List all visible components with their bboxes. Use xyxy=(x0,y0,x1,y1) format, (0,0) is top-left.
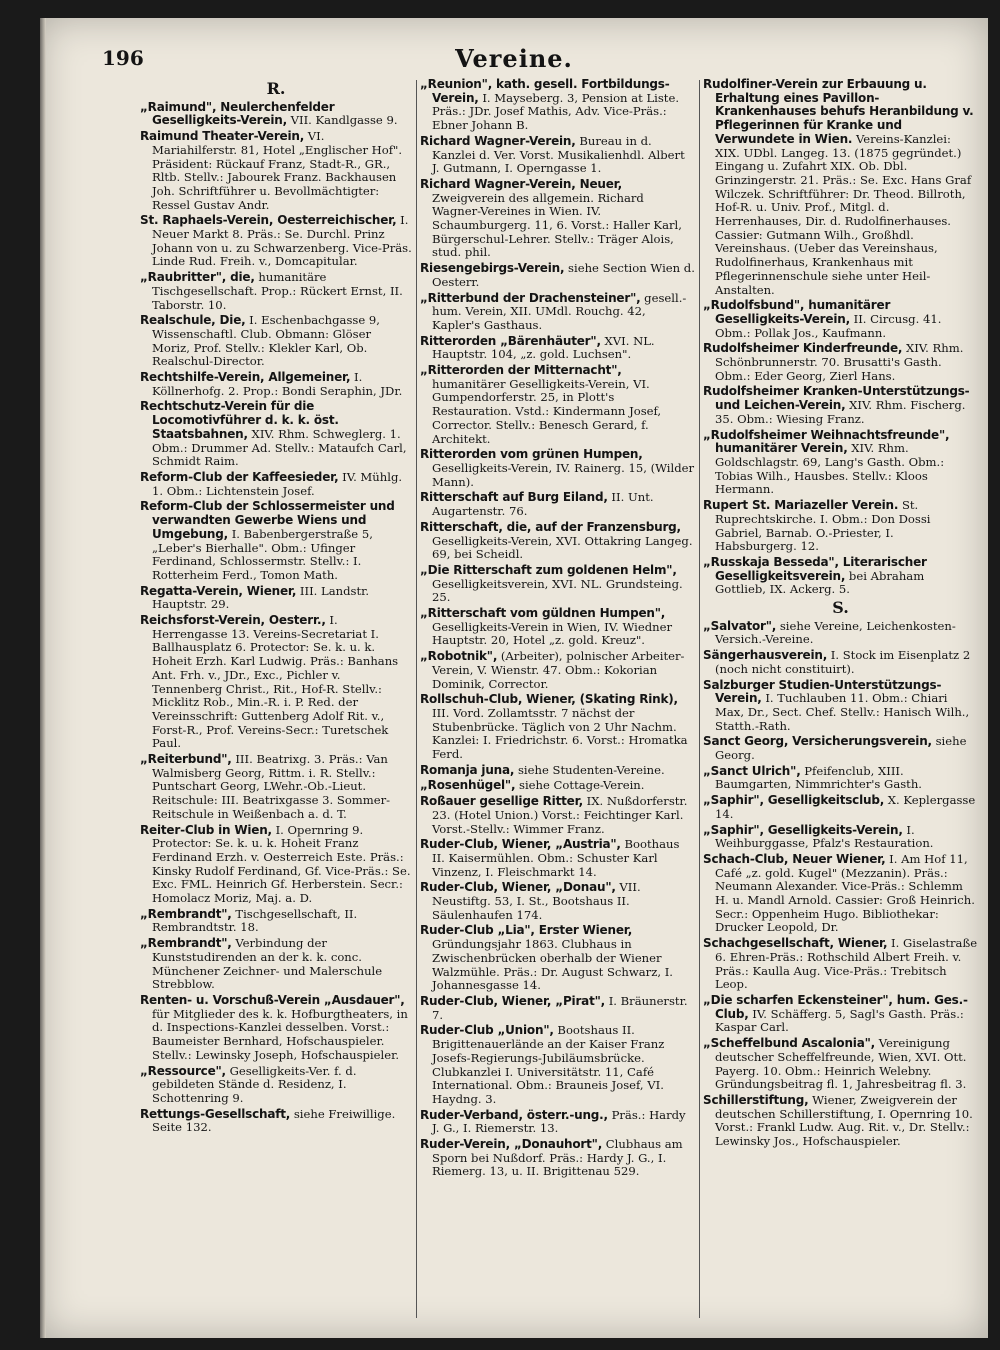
directory-entry xyxy=(420,1109,695,1136)
directory-entry xyxy=(140,214,412,269)
directory-entry xyxy=(420,135,695,176)
directory-entry xyxy=(420,881,695,922)
entry-details: XIV. Rhm. Schweglerg. 1. Obm.: Drummer Ad. Stellv.: Mataufch Carl, Schmidt Raim. xyxy=(152,426,407,469)
entry-heading: Ruder-Club, Wiener, „Austria", xyxy=(420,837,621,852)
entry-heading: Regatta-Verein, Wiener, xyxy=(140,583,297,598)
directory-entry xyxy=(420,838,695,879)
entry-details: siehe Cottage-Verein. xyxy=(515,778,645,793)
entry-details: Clubhaus am Sporn bei Nußdorf. Präs.: Hardy J. G., I. Riemerg. 13, u. II. Brigittenau 529. xyxy=(432,1137,683,1179)
section-letter: R. xyxy=(266,79,286,98)
entry-heading: Realschule, Die, xyxy=(140,313,246,328)
entry-details: Geselligkeits-Ver. f. d. gebildeten Stände d. Residenz, I. Schottenring 9. xyxy=(152,1063,357,1105)
entry-details: I. Köllnerhofg. 2. Prop.: Bondi Seraphin, JDr. xyxy=(152,370,403,398)
entry-details: siehe Freiwillige. Seite 132. xyxy=(152,1106,396,1135)
directory-entry xyxy=(420,795,695,836)
page-number: 196 xyxy=(102,46,144,70)
directory-entry xyxy=(420,178,695,260)
directory-entry xyxy=(703,1094,978,1149)
directory-entry xyxy=(420,364,695,446)
entry-details: Verbindung der Kunststudirenden an der k. k. conc. Münchener Zeichner- und Malerschule Strebblow. xyxy=(152,936,383,992)
entry-details: III. Landstr. Hauptstr. 29. xyxy=(152,583,370,612)
entry-details: Tischgesellschaft, II. Rembrandtstr. 18. xyxy=(152,906,358,935)
entry-heading: „Rosenhügel", xyxy=(420,778,516,793)
directory-entry xyxy=(140,908,412,935)
entry-details: Bootshaus II. Brigittenauerlände an der Kaiser Franz Josefs-Regierungs-Jubiläumsbrücke. Clubkanzlei I. Universitätstr. 11, Café International. Obm.: Brauneis Josef, VI. Haydng. 3. xyxy=(432,1023,665,1106)
entry-heading: Romanja juna, xyxy=(420,762,515,777)
running-head-title: Vereine. xyxy=(455,44,573,73)
directory-entry xyxy=(703,342,978,383)
entry-heading: „Rudolfsbund", humanitärer Geselligkeits-Verein, xyxy=(703,298,891,326)
directory-entry xyxy=(420,335,695,362)
entry-details: I. Giselastraße 6. Ehren-Präs.: Rothschild Albert Freih. v. Präs.: Kaulla Aug. Vice-Präs.: Trebitsch Leop. xyxy=(715,936,978,992)
directory-entry xyxy=(703,937,978,992)
directory-entry xyxy=(420,1024,695,1106)
entry-details: I. Tuchlauben 11. Obm.: Chiari Max, Dr., Sect. Chef. Stellv.: Hanisch Wilh., Statth.-Rath. xyxy=(715,691,970,733)
entry-heading: „Rembrandt", xyxy=(140,936,232,951)
entry-details: III. Beatrixg. 3. Präs.: Van Walmisberg Georg, Rittm. i. R. Stellv.: Puntschart Georg, LWehr.-Ob.-Lieut. Reitschule: III. Beatrixgasse 3. Sommer-Reitschule in Weißenbach a. d. T. xyxy=(152,752,391,821)
entry-details: IV. Mühlg. 1. Obm.: Lichtenstein Josef. xyxy=(152,469,403,498)
entry-details: IV. Schäfferg. 5, Sagl's Gasth. Präs.: Kaspar Carl. xyxy=(715,1006,964,1035)
entry-heading: Roßauer gesellige Ritter, xyxy=(420,794,583,809)
entry-details: Präs.: Hardy J. G., I. Riemerstr. 13. xyxy=(432,1107,686,1136)
entry-details: I. Babenbergerstraße 5, „Leber's Bierhalle". Obm.: Ufinger Ferdinand, Schlossermstr. Stellv.: I. Rotterheim Ferd., Tomon Math. xyxy=(152,526,373,582)
entry-heading: Salzburger Studien-Unterstützungs-Verein, xyxy=(703,677,942,706)
entry-heading: Reform-Club der Schlossermeister und verwandten Gewerbe Wiens und Umgebung, xyxy=(140,499,395,541)
entry-heading: Ruder-Club, Wiener, „Pirat", xyxy=(420,994,606,1008)
entry-details: siehe Georg. xyxy=(715,734,967,763)
directory-entry xyxy=(140,994,412,1063)
entry-heading: Rechtschutz-Verein für die Locomotivführer d. k. k. öst. Staatsbahnen, xyxy=(140,399,339,441)
entry-details: Vereinigung deutscher Scheffelfreunde, Wien, XVI. Ott. Payerg. 10. Obm.: Heinrich Welebny. Gründungsbeitrag fl. 1, Jahresbeitrag fl. 3. xyxy=(715,1036,967,1092)
entry-heading: Reform-Club der Kaffeesieder, xyxy=(140,469,339,484)
directory-entry xyxy=(140,471,412,498)
entry-heading: Ruder-Club „Union", xyxy=(420,1023,554,1038)
column-divider xyxy=(416,80,417,1318)
entry-details: I. Opernring 9. Protector: Se. k. u. k. Hoheit Franz Ferdinand Erzh. v. Oesterreich Este. Präs.: Kinsky Rudolf Ferdinand, Gf. Vice-Präs.: Se. Exc. FML. Heinrich Gf. Herberstein. Secr.: Homolacz Moriz, Maj. a. D. xyxy=(152,822,411,906)
directory-entry xyxy=(140,101,412,128)
entry-heading: „Die Ritterschaft zum goldenen Helm", xyxy=(420,562,677,577)
entry-details: I. Am Hof 11, Café „z. gold. Kugel" (Mezzanin). Präs.: Neumann Alexander. Vice-Präs.: Schlemm H. u. Mandl Arnold. Cassier: Groß Heinrich. Secr.: Oppenheim Hugo. Bibliothekar: Drucker Leopold, Dr. xyxy=(715,851,975,935)
entry-details: St. Ruprechtskirche. I. Obm.: Don Dossi Gabriel, Barnab. O.-Priester, I. Habsburgerg. 12. xyxy=(715,498,931,554)
entry-heading: „Raimund", Neulerchenfelder Geselligkeits-Verein, xyxy=(140,99,335,128)
entry-details: Bureau in d. Kanzlei d. Ver. Vorst. Musikalienhdl. Albert J. Gutmann, I. Operngasse 1. xyxy=(432,133,685,176)
entry-heading: Sanct Georg, Versicherungsverein, xyxy=(703,734,932,749)
directory-entry xyxy=(420,764,695,778)
directory-entry xyxy=(420,292,695,333)
entry-heading: „Ritterschaft vom güldnen Humpen", xyxy=(420,606,666,621)
directory-entry xyxy=(703,649,978,676)
directory-entry xyxy=(703,679,978,734)
entry-heading: „Robotnik", xyxy=(420,649,498,664)
entry-heading: Ritterschaft auf Burg Eiland, xyxy=(420,490,608,505)
entry-details: Zweigverein des allgemein. Richard Wagner-Vereines in Wien. IV. Schaumburgerg. 11, 6. Vorst.: Haller Karl, Bürgerschul-Lehrer. Stellv.: Träger Alois, stud. phil. xyxy=(432,190,682,260)
directory-entry xyxy=(420,924,695,993)
directory-entry xyxy=(140,753,412,822)
entry-heading: Schillerstiftung, xyxy=(703,1092,809,1107)
entry-details: Gründungsjahr 1863. Clubhaus in Zwischenbrücken oberhalb der Wiener Walzmühle. Präs.: Dr. August Schwarz, I. Johannesgasse 14. xyxy=(432,937,673,993)
entry-details: Boothaus II. Kaisermühlen. Obm.: Schuster Karl Vinzenz, I. Fleischmarkt 14. xyxy=(432,837,680,879)
directory-entry xyxy=(703,1037,978,1092)
entry-details: VII. Kandlgasse 9. xyxy=(286,113,398,128)
entry-heading: „Raubritter", die, xyxy=(140,270,255,285)
entry-details: VII. Neustiftg. 53, I. St., Bootshaus II. Säulenhaufen 174. xyxy=(432,880,641,922)
directory-entry xyxy=(703,78,978,297)
directory-entry xyxy=(703,620,978,647)
directory-entry xyxy=(420,564,695,605)
entry-heading: „Sanct Ulrich", xyxy=(703,763,801,778)
entry-details: Pfeifenclub, XIII. Baumgarten, Nimmrichter's Gasth. xyxy=(715,763,922,792)
entry-heading: Rudolfsheimer Kinderfreunde, xyxy=(703,341,903,356)
entry-details: I. Weihburggasse, Pfalz's Restauration. xyxy=(715,822,934,851)
entry-heading: St. Raphaels-Verein, Oesterreichischer, xyxy=(140,213,397,228)
entry-details: siehe Vereine, Leichenkosten-Versich.-Vereine. xyxy=(715,618,956,647)
entry-heading: Schachgesellschaft, Wiener, xyxy=(703,936,888,951)
entry-heading: Reiter-Club in Wien, xyxy=(140,822,272,837)
entry-details: (Arbeiter), polnischer Arbeiter-Verein, V. Wienstr. 47. Obm.: Kokorian Dominik, Corrector. xyxy=(432,649,685,691)
column-middle xyxy=(420,78,695,1328)
entry-heading: „Ressource", xyxy=(140,1063,226,1078)
entry-details: XIV. Rhm. Goldschlagstr. 69, Lang's Gasth. Obm.: Tobias Wilh., Hausbes. Stellv.: Kloos Hermann. xyxy=(715,441,945,497)
directory-entry xyxy=(140,614,412,751)
entry-details: I. Bräunerstr. 7. xyxy=(432,994,688,1022)
directory-entry xyxy=(420,262,695,289)
directory-entry xyxy=(420,448,695,489)
entry-heading: „Reunion", kath. gesell. Fortbildungs-Verein, xyxy=(420,78,670,105)
directory-entry xyxy=(703,794,978,821)
book-page xyxy=(40,18,988,1338)
entry-heading: „Ritterorden der Mitternacht", xyxy=(420,363,622,378)
entry-details: X. Keplergasse 14. xyxy=(715,793,976,821)
entry-heading: Ritterorden „Bärenhäuter", xyxy=(420,333,601,348)
entry-heading: Raimund Theater-Verein, xyxy=(140,129,305,144)
entry-heading: „Die scharfen Eckensteiner", hum. Ges.-Club, xyxy=(703,993,968,1021)
entry-details: siehe Studenten-Vereine. xyxy=(514,762,665,777)
entry-heading: Reichsforst-Verein, Oesterr., xyxy=(140,613,326,628)
entry-heading: Ruder-Club „Lia", Erster Wiener, xyxy=(420,923,633,938)
entry-heading: Schach-Club, Neuer Wiener, xyxy=(703,851,886,866)
directory-entry xyxy=(703,765,978,792)
entry-heading: Rechtshilfe-Verein, Allgemeiner, xyxy=(140,370,351,385)
entry-details: I. Neuer Markt 8. Präs.: Se. Durchl. Prinz Johann von u. zu Schwarzenberg. Vice-Präs. Linde Rud. Freih. v., Domcapitular. xyxy=(152,213,412,269)
directory-entry xyxy=(140,937,412,992)
entry-details: I. Herrengasse 13. Vereins-Secretariat I. Ballhausplatz 6. Protector: Se. k. u. k. Hoheit Erzh. Karl Ludwig. Präs.: Banhans Ant. Frh. v., JDr., Exc., Pichler v. Tennenberg Christ., Rit., Hof-R. Stellv.: Micklitz Rob., Min.-R. i. P. Red. der Vereinsschrift: Guttenberg Adolf Rit. v., Forst-R., Prof. Vereins-Secr.: Turetschek Paul. xyxy=(152,613,399,751)
directory-entry xyxy=(140,500,412,582)
directory-entry xyxy=(140,1065,412,1106)
entry-details: Geselligkeits-Verein in Wien, IV. Wiedner Hauptstr. 20, Hotel „z. gold. Kreuz". xyxy=(432,619,673,648)
entry-heading: „Rembrandt", xyxy=(140,906,232,921)
entry-details: III. Vord. Zollamtsstr. 7 nächst der Stubenbrücke. Täglich von 2 Uhr Nachm. Kanzlei: I. Friedrichstr. 6. Vorst.: Hromatka Ferd. xyxy=(432,705,688,762)
entry-heading: Ritterorden vom grünen Humpen, xyxy=(420,447,643,462)
entry-heading: Richard Wagner-Verein, Neuer, xyxy=(420,176,622,191)
directory-entry xyxy=(140,271,412,312)
entry-details: siehe Section Wien d. Oesterr. xyxy=(432,261,695,289)
entry-heading: Rupert St. Mariazeller Verein. xyxy=(703,498,899,513)
entry-details: VI. Mariahilferstr. 81, Hotel „Englischer Hof". Präsident: Rückauf Franz, Stadt-R., GR., Rltb. Stellv.: Jabourek Franz. Backhausen Joh. Schriftführer u. Bevollmächtigter: Ressel Gustav Andr. xyxy=(152,129,403,212)
entry-details: Wiener, Zweigverein der deutschen Schillerstiftung, I. Opernring 10. Vorst.: Frankl Ludw. Aug. Rit. v., Dr. Stellv.: Lewinsky Jos., Hofschauspieler. xyxy=(715,1092,973,1149)
entry-heading: „Ritterbund der Drachensteiner", xyxy=(420,290,641,305)
entry-heading: „Saphir", Geselligkeitsclub, xyxy=(703,793,885,808)
entry-heading: „Rudolfsheimer Weihnachtsfreunde", humanitärer Verein, xyxy=(703,427,950,456)
directory-entry xyxy=(703,853,978,935)
directory-entry xyxy=(140,130,412,212)
directory-entry xyxy=(703,735,978,762)
directory-entry xyxy=(140,400,412,469)
directory-entry xyxy=(703,994,978,1035)
entry-heading: Ruder-Verein, „Donauhort", xyxy=(420,1137,603,1152)
directory-entry xyxy=(420,607,695,648)
section-letter: S. xyxy=(832,598,849,618)
entry-heading: „Saphir", Geselligkeits-Verein, xyxy=(703,822,903,837)
entry-details: II. Circusg. 41. Obm.: Pollak Jos., Kaufmann. xyxy=(715,311,942,340)
directory-entry xyxy=(703,299,978,340)
entry-details: XVI. NL. Hauptstr. 104, „z. gold. Luchsen". xyxy=(432,333,655,362)
entry-details: XIV. Rhm. Schönbrunnerstr. 70. Brusatti's Gasth. Obm.: Eder Georg, Zierl Hans. xyxy=(715,341,964,383)
directory-entry xyxy=(703,499,978,554)
directory-entry xyxy=(420,78,695,133)
entry-heading: „Russkaja Besseda", Literarischer Geselligkeitsverein, xyxy=(703,554,927,583)
entry-heading: Ruder-Verband, österr.-ung., xyxy=(420,1107,608,1122)
directory-entry xyxy=(420,521,695,562)
entry-heading: „Salvator", xyxy=(703,618,777,633)
entry-details: I. Eschenbachgasse 9, Wissenschaftl. Club. Obmann: Glöser Moriz, Prof. Stellv.: Klekler Karl, Ob. Realschul-Director. xyxy=(152,313,380,369)
entry-details: I. Mayseberg. 3, Pension at Liste. Präs.: JDr. Josef Mathis, Adv. Vice-Präs.: Ebner Johann B. xyxy=(432,90,680,133)
directory-entry xyxy=(420,779,695,793)
entry-details: gesell.-hum. Verein, XII. UMdl. Rouchg. 42, Kapler's Gasthaus. xyxy=(432,290,687,332)
directory-entry xyxy=(140,314,412,369)
entry-details: humanitäre Tischgesellschaft. Prop.: Rückert Ernst, II. Taborstr. 10. xyxy=(152,270,403,312)
directory-entry xyxy=(140,371,412,398)
entry-heading: Richard Wagner-Verein, xyxy=(420,133,576,148)
directory-entry xyxy=(420,995,695,1022)
entry-heading: Riesengebirgs-Verein, xyxy=(420,261,565,276)
entry-details: Geselligkeits-Verein, XVI. Ottakring Langeg. 69, bei Scheidl. xyxy=(432,533,693,562)
entry-details: Geselligkeits-Verein, IV. Rainerg. 15, (Wilder Mann). xyxy=(432,460,695,489)
entry-details: für Mitglieder des k. k. Hofburgtheaters, in d. Inspections-Kanzlei desselben. Vorst.: Baumeister Bernhard, Hofschauspieler. Stellv.: Lewinsky Joseph, Hofschauspieler. xyxy=(152,1006,408,1062)
entry-heading: Sängerhausverein, xyxy=(703,648,828,663)
entry-heading: „Reiterbund", xyxy=(140,752,232,767)
entry-heading: Rollschuh-Club, Wiener, (Skating Rink), xyxy=(420,692,678,707)
directory-entry xyxy=(140,824,412,906)
entry-details: humanitärer Geselligkeits-Verein, VI. Gumpendorferstr. 25, in Plott's Restauration. Vstd.: Kindermann Josef, Corrector. Stellv.: Benesch Gerard, f. Architekt. xyxy=(432,376,662,446)
entry-heading: Rudolfiner-Verein zur Erbauung u. Erhaltung eines Pavillon-Krankenhauses behufs Heranbildung v. Pflegerinnen für Kranke und Verwundete in Wien. xyxy=(703,78,974,146)
directory-entry xyxy=(140,585,412,612)
column-left xyxy=(140,78,412,1328)
column-right xyxy=(703,78,978,1328)
directory-entry xyxy=(420,693,695,762)
directory-entry xyxy=(703,429,978,498)
entry-heading: Ruder-Club, Wiener, „Donau", xyxy=(420,880,616,895)
entry-heading: Rettungs-Gesellschaft, xyxy=(140,1106,291,1121)
entry-details: Geselligkeitsverein, XVI. NL. Grundsteing. 25. xyxy=(432,576,683,605)
directory-entry xyxy=(703,824,978,851)
entry-heading: Ritterschaft, die, auf der Franzensburg, xyxy=(420,519,681,534)
entry-heading: Rudolfsheimer Kranken-Unterstützungs- und Leichen-Verein, xyxy=(703,384,970,413)
column-divider xyxy=(699,80,700,1318)
directory-entry xyxy=(703,556,978,597)
entry-details: I. Stock im Eisenplatz 2 (noch nicht constituirt). xyxy=(715,648,971,676)
directory-entry xyxy=(420,1138,695,1179)
entry-details: IX. Nußdorferstr. 23. (Hotel Union.) Vorst.: Feichtinger Karl. Vorst.-Stellv.: Wimmer Franz. xyxy=(432,794,688,836)
directory-entry xyxy=(420,491,695,518)
directory-entry xyxy=(140,1108,412,1135)
directory-entry xyxy=(703,385,978,426)
entry-details: Vereins-Kanzlei: XIX. UDbl. Langeg. 13. (1875 gegründet.) Eingang u. Zufahrt XIX. Ob. Dbl. Grinzingerstr. 21. Präs.: Se. Exc. Hans Graf Wilczek. Schriftführer: Dr. Theod. Billroth, Hof-R. u. Univ. Prof., Mitgl. d. Herrenhauses, Dir. d. Rudolfinerhauses. Cassier: Gutmann Wilh., Großhdl. Vereinshaus. (Ueber das Vereinshaus, Rudolfinerhaus, Krankenhaus mit Pflegerinnenschule siehe unter Heil-Anstalten. xyxy=(715,131,972,297)
entry-heading: „Scheffelbund Ascalonia", xyxy=(703,1036,876,1051)
entry-details: bei Abraham Gottlieb, IX. Ackerg. 5. xyxy=(715,568,925,597)
directory-entry xyxy=(420,650,695,691)
entry-details: XIV. Rhm. Fischerg. 35. Obm.: Wiesing Franz. xyxy=(715,398,966,426)
entry-heading: Renten- u. Vorschuß-Verein „Ausdauer", xyxy=(140,993,405,1007)
entry-details: II. Unt. Augartenstr. 76. xyxy=(432,490,654,519)
